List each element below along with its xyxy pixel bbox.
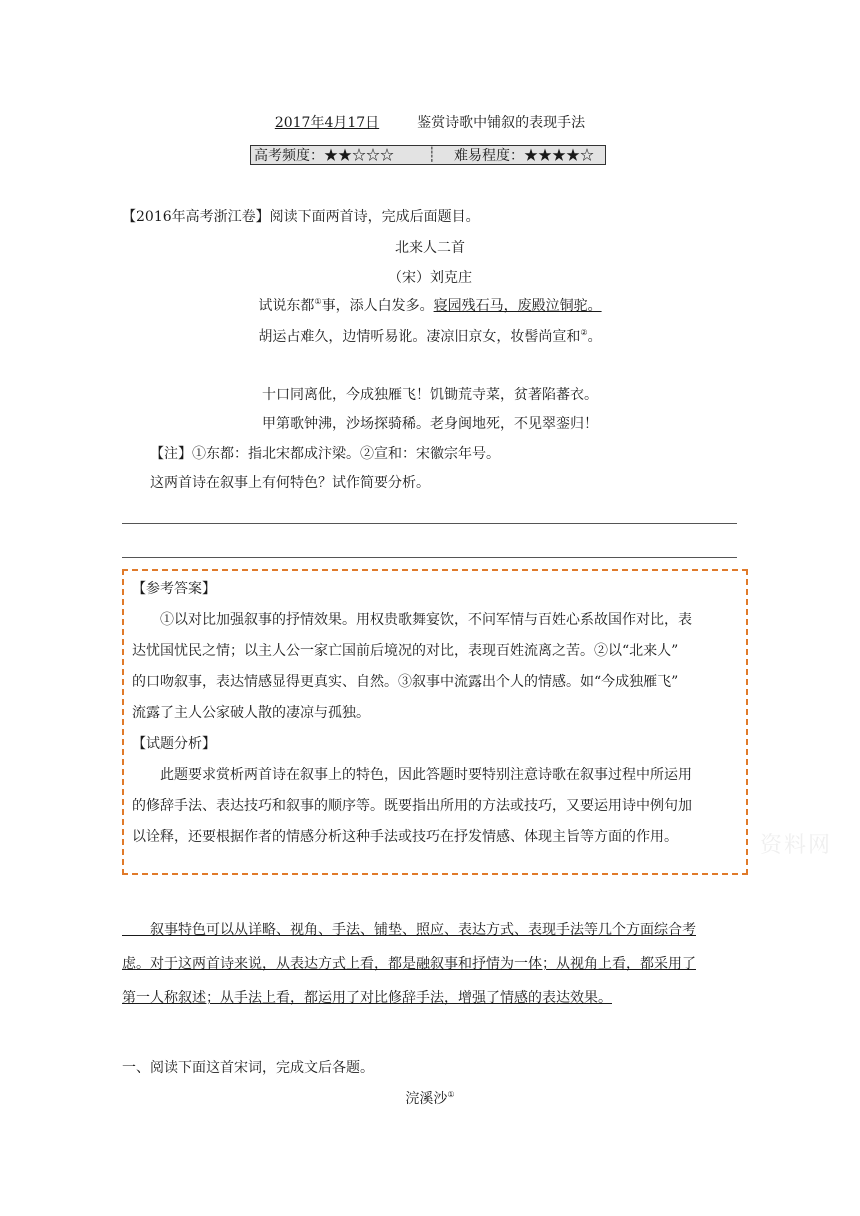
- poem-author: （宋）刘克庄: [388, 270, 472, 286]
- answer-blank-line: [122, 557, 737, 558]
- poem1-line1-a: 试说东都: [258, 298, 315, 314]
- exercise-poem-title: [0, 1088, 860, 1108]
- analysis-heading: 【试题分析】: [132, 736, 216, 752]
- exercise-poem-title-text: 浣溪沙: [405, 1091, 448, 1107]
- question-prompt: 这两首诗在叙事上有何特色？试作简要分析。: [150, 475, 430, 491]
- page-title: [0, 112, 860, 132]
- poem1-line2-a: 胡运占难久，边情听易讹。凄凉旧京女，妆髻尚宣和: [258, 329, 581, 345]
- footnote-mark: ①: [314, 297, 322, 306]
- analysis-line: 以诠释，还要根据作者的情感分析这种手法或技巧在抒发情感、体现主旨等方面的作用。: [132, 829, 678, 845]
- analysis-body: [132, 760, 742, 853]
- poem2-line2: 甲第歌钟沸，沙场探骑稀。老身闽地死，不见翠銮归！: [262, 416, 598, 432]
- analysis-line: 的修辞手法、表达技巧和叙事的顺序等。既要指出所用的方法或技巧，又要运用诗中例句加: [132, 798, 692, 814]
- analysis-line: 此题要求赏析两首诗在叙事上的特色，因此答题时要特别注意诗歌在叙事过程中所运用: [132, 767, 692, 783]
- poem2-line1: 十口同离仳，今成独雁飞！饥锄荒寺菜，贫著陷蕃衣。: [262, 387, 598, 403]
- exam-frequency: 高考频度：★★☆☆☆: [254, 148, 394, 164]
- tip-line: 第一人称叙述；从手法上看，都运用了对比修辞手法，增强了情感的表达效果。: [122, 990, 612, 1006]
- answer-blank-line: [122, 523, 737, 524]
- question-intro: 【2016年高考浙江卷】阅读下面两首诗，完成后面题目。: [122, 209, 480, 225]
- poem1-line1-underlined: 寝园残石马，废殿泣铜驼。: [433, 298, 602, 314]
- tip-paragraph: [122, 913, 747, 1015]
- answer-line: 流露了主人公家破人散的凄凉与孤独。: [132, 705, 370, 721]
- reference-answer-body: [132, 605, 742, 729]
- poem1-line2-b: 。: [587, 329, 602, 345]
- exercise-intro: 一、阅读下面这首宋词，完成文后各题。: [122, 1060, 374, 1076]
- reference-answer-heading: 【参考答案】: [132, 581, 216, 597]
- poem-note: 【注】①东都：指北宋都成汴梁。②宣和：宋徽宗年号。: [150, 446, 500, 462]
- footnote-mark: ①: [447, 1090, 455, 1099]
- tip-line: 叙事特色可以从详略、视角、手法、铺垫、照应、表达方式、表现手法等几个方面综合考: [122, 922, 696, 938]
- poem-title: 北来人二首: [395, 240, 465, 256]
- answer-line: 的口吻叙事，表达情感显得更真实、自然。③叙事中流露出个人的情感。如“今成独雁飞”: [132, 674, 679, 690]
- poem1-line1-b: 事，添人白发多。: [321, 298, 434, 314]
- rating-separator: ┊: [427, 147, 437, 163]
- title-date: 2017年4月17日: [274, 115, 380, 131]
- difficulty-level: 难易程度：★★★★☆: [454, 148, 594, 164]
- tip-line: 虑。对于这两首诗来说，从表达方式上看，都是融叙事和抒情为一体；从视角上看，都采用了: [122, 956, 696, 972]
- footnote-mark: ②: [580, 328, 588, 337]
- poem1-line2: [0, 326, 860, 346]
- rating-box: [250, 145, 606, 165]
- watermark: 资料网: [760, 833, 833, 858]
- answer-line: 达忧国忧民之情；以主人公一家亡国前后境况的对比，表现百姓流离之苦。②以“北来人”: [132, 643, 679, 659]
- poem1-line1: [0, 295, 860, 315]
- answer-line: ①以对比加强叙事的抒情效果。用权贵歌舞宴饮，不问军情与百姓心系故国作对比，表: [132, 612, 692, 628]
- title-text: 鉴赏诗歌中铺叙的表现手法: [417, 115, 586, 131]
